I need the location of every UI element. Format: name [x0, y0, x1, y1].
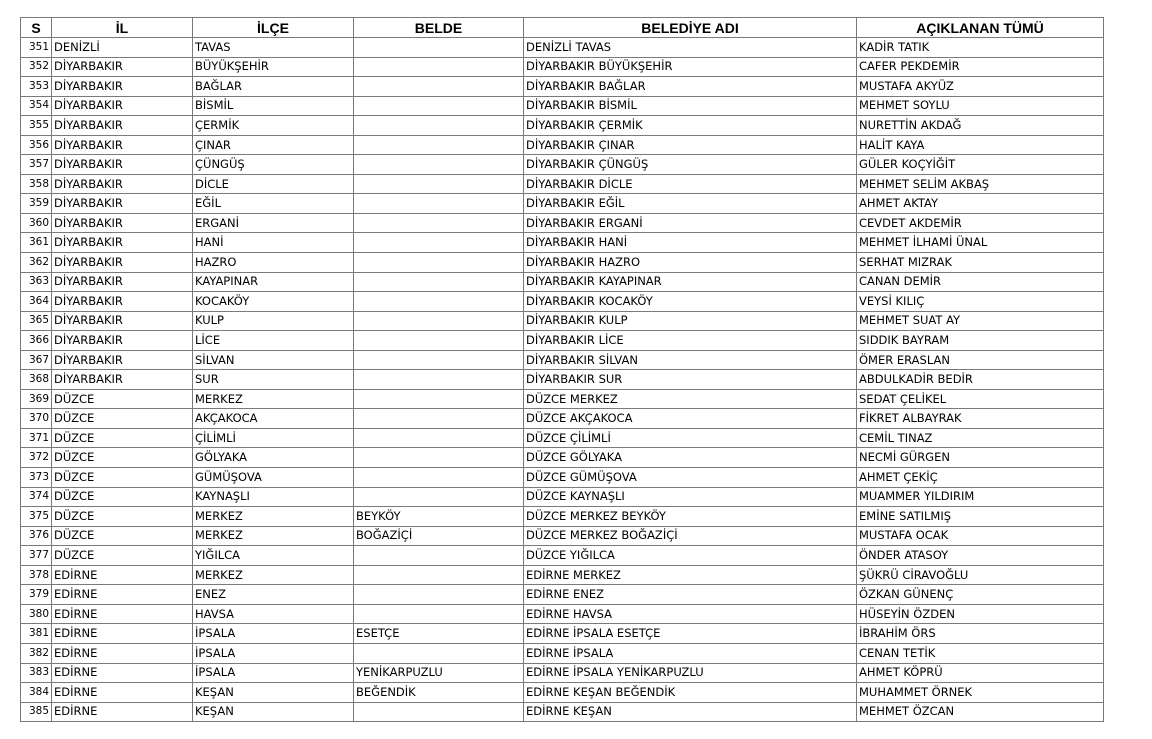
- cell-aday: SEDAT ÇELİKEL: [857, 389, 1104, 409]
- table-row: [21, 604, 1104, 624]
- table-row: [21, 331, 1104, 351]
- cell-sira: 358: [21, 174, 52, 194]
- cell-ilce: ÇERMİK: [193, 116, 354, 136]
- table-row: [21, 624, 1104, 644]
- cell-aday: FİKRET ALBAYRAK: [857, 409, 1104, 429]
- cell-belde: [354, 428, 524, 448]
- cell-sira: 359: [21, 194, 52, 214]
- table-row: [21, 233, 1104, 253]
- cell-belde: [354, 213, 524, 233]
- cell-aday: VEYSİ KILIÇ: [857, 292, 1104, 312]
- cell-ilce: MERKEZ: [193, 389, 354, 409]
- cell-ilce: İPSALA: [193, 663, 354, 683]
- table-row: [21, 468, 1104, 488]
- cell-ilce: BİSMİL: [193, 96, 354, 116]
- cell-sira: 372: [21, 448, 52, 468]
- cell-ilce: İPSALA: [193, 624, 354, 644]
- cell-aday: ÖZKAN GÜNENÇ: [857, 585, 1104, 605]
- cell-aday: MEHMET İLHAMİ ÜNAL: [857, 233, 1104, 253]
- table-row: [21, 272, 1104, 292]
- cell-belediye-adi: DÜZCE YIĞILCA: [524, 546, 857, 566]
- cell-aday: MEHMET ÖZCAN: [857, 702, 1104, 722]
- cell-belde: [354, 370, 524, 390]
- cell-sira: 382: [21, 643, 52, 663]
- table-header: [21, 18, 1104, 38]
- cell-belediye-adi: EDİRNE ENEZ: [524, 585, 857, 605]
- cell-aday: MUAMMER YILDIRIM: [857, 487, 1104, 507]
- cell-belediye-adi: DİYARBAKIR HAZRO: [524, 253, 857, 273]
- cell-il: EDİRNE: [52, 683, 193, 703]
- cell-belde: [354, 487, 524, 507]
- cell-sira: 373: [21, 468, 52, 488]
- column-header-s: S: [21, 18, 52, 38]
- cell-sira: 385: [21, 702, 52, 722]
- cell-il: EDİRNE: [52, 624, 193, 644]
- cell-aday: NURETTİN AKDAĞ: [857, 116, 1104, 136]
- cell-il: DİYARBAKIR: [52, 57, 193, 77]
- cell-il: DİYARBAKIR: [52, 311, 193, 331]
- cell-sira: 362: [21, 253, 52, 273]
- cell-il: DİYARBAKIR: [52, 272, 193, 292]
- cell-ilce: ÇÜNGÜŞ: [193, 155, 354, 175]
- cell-aday: SIDDIK BAYRAM: [857, 331, 1104, 351]
- cell-ilce: SUR: [193, 370, 354, 390]
- table-row: [21, 311, 1104, 331]
- cell-belediye-adi: DİYARBAKIR BİSMİL: [524, 96, 857, 116]
- cell-ilce: GÜMÜŞOVA: [193, 468, 354, 488]
- cell-belediye-adi: DİYARBAKIR HANİ: [524, 233, 857, 253]
- table-row: [21, 174, 1104, 194]
- cell-ilce: ENEZ: [193, 585, 354, 605]
- cell-ilce: HAVSA: [193, 604, 354, 624]
- cell-belde: [354, 77, 524, 97]
- cell-aday: ÖNDER ATASOY: [857, 546, 1104, 566]
- cell-il: DÜZCE: [52, 389, 193, 409]
- cell-ilce: AKÇAKOCA: [193, 409, 354, 429]
- cell-belediye-adi: EDİRNE İPSALA: [524, 643, 857, 663]
- cell-ilce: ÇINAR: [193, 135, 354, 155]
- cell-belde: [354, 311, 524, 331]
- table-row: [21, 213, 1104, 233]
- cell-ilce: GÖLYAKA: [193, 448, 354, 468]
- table-row: [21, 96, 1104, 116]
- cell-il: DİYARBAKIR: [52, 194, 193, 214]
- table-row: [21, 487, 1104, 507]
- cell-aday: KADİR TATIK: [857, 38, 1104, 58]
- cell-belediye-adi: DİYARBAKIR SİLVAN: [524, 350, 857, 370]
- cell-belde: [354, 194, 524, 214]
- table-row: [21, 38, 1104, 58]
- cell-sira: 365: [21, 311, 52, 331]
- cell-belediye-adi: EDİRNE HAVSA: [524, 604, 857, 624]
- cell-il: DİYARBAKIR: [52, 331, 193, 351]
- cell-belde: [354, 604, 524, 624]
- cell-il: DİYARBAKIR: [52, 116, 193, 136]
- cell-il: EDİRNE: [52, 565, 193, 585]
- table-row: [21, 448, 1104, 468]
- cell-aday: CANAN DEMİR: [857, 272, 1104, 292]
- cell-belediye-adi: DÜZCE KAYNAŞLI: [524, 487, 857, 507]
- table-row: [21, 507, 1104, 527]
- cell-sira: 367: [21, 350, 52, 370]
- cell-belde: [354, 468, 524, 488]
- cell-sira: 368: [21, 370, 52, 390]
- cell-belediye-adi: EDİRNE MERKEZ: [524, 565, 857, 585]
- cell-il: DİYARBAKIR: [52, 233, 193, 253]
- column-header-belediye-adi: BELEDİYE ADI: [524, 18, 857, 38]
- cell-sira: 381: [21, 624, 52, 644]
- cell-sira: 369: [21, 389, 52, 409]
- table-row: [21, 350, 1104, 370]
- cell-aday: MEHMET SELİM AKBAŞ: [857, 174, 1104, 194]
- cell-aday: NECMİ GÜRGEN: [857, 448, 1104, 468]
- column-header-ilce: İLÇE: [193, 18, 354, 38]
- cell-belde: [354, 174, 524, 194]
- table-row: [21, 116, 1104, 136]
- cell-il: DÜZCE: [52, 448, 193, 468]
- cell-belediye-adi: DİYARBAKIR BAĞLAR: [524, 77, 857, 97]
- cell-belde: [354, 116, 524, 136]
- cell-sira: 384: [21, 683, 52, 703]
- table-row: [21, 370, 1104, 390]
- cell-sira: 375: [21, 507, 52, 527]
- column-header-aciklanan-tumu: AÇIKLANAN TÜMÜ: [857, 18, 1104, 38]
- table-row: [21, 702, 1104, 722]
- cell-il: DÜZCE: [52, 487, 193, 507]
- cell-sira: 364: [21, 292, 52, 312]
- table-row: [21, 643, 1104, 663]
- cell-sira: 356: [21, 135, 52, 155]
- cell-il: DİYARBAKIR: [52, 253, 193, 273]
- cell-ilce: YIĞILCA: [193, 546, 354, 566]
- table-row: [21, 663, 1104, 683]
- cell-belediye-adi: DİYARBAKIR KOCAKÖY: [524, 292, 857, 312]
- cell-ilce: SİLVAN: [193, 350, 354, 370]
- cell-belediye-adi: DİYARBAKIR SUR: [524, 370, 857, 390]
- cell-ilce: KEŞAN: [193, 702, 354, 722]
- column-header-belde: BELDE: [354, 18, 524, 38]
- cell-belde: [354, 57, 524, 77]
- cell-il: DİYARBAKIR: [52, 370, 193, 390]
- cell-aday: MUHAMMET ÖRNEK: [857, 683, 1104, 703]
- table-row: [21, 683, 1104, 703]
- cell-aday: CAFER PEKDEMİR: [857, 57, 1104, 77]
- table-row: [21, 77, 1104, 97]
- table-row: [21, 292, 1104, 312]
- cell-ilce: KULP: [193, 311, 354, 331]
- table-row: [21, 409, 1104, 429]
- cell-ilce: ÇİLİMLİ: [193, 428, 354, 448]
- cell-belde: [354, 546, 524, 566]
- cell-sira: 374: [21, 487, 52, 507]
- cell-belediye-adi: DİYARBAKIR ERGANİ: [524, 213, 857, 233]
- cell-sira: 379: [21, 585, 52, 605]
- candidate-table: [20, 17, 1104, 722]
- cell-ilce: BAĞLAR: [193, 77, 354, 97]
- cell-belde: [354, 292, 524, 312]
- cell-il: DİYARBAKIR: [52, 155, 193, 175]
- cell-belediye-adi: DÜZCE MERKEZ BEYKÖY: [524, 507, 857, 527]
- table-row: [21, 194, 1104, 214]
- cell-belde: [354, 643, 524, 663]
- cell-belde: [354, 331, 524, 351]
- table-row: [21, 585, 1104, 605]
- cell-il: DENİZLİ: [52, 38, 193, 58]
- cell-aday: MEHMET SUAT AY: [857, 311, 1104, 331]
- cell-sira: 371: [21, 428, 52, 448]
- cell-il: DÜZCE: [52, 468, 193, 488]
- cell-sira: 377: [21, 546, 52, 566]
- cell-ilce: MERKEZ: [193, 526, 354, 546]
- cell-aday: SERHAT MIZRAK: [857, 253, 1104, 273]
- cell-ilce: KAYAPINAR: [193, 272, 354, 292]
- cell-ilce: MERKEZ: [193, 565, 354, 585]
- cell-belediye-adi: DİYARBAKIR LİCE: [524, 331, 857, 351]
- cell-sira: 352: [21, 57, 52, 77]
- cell-belde: BEĞENDİK: [354, 683, 524, 703]
- cell-belediye-adi: DÜZCE MERKEZ: [524, 389, 857, 409]
- cell-belediye-adi: EDİRNE KEŞAN BEĞENDİK: [524, 683, 857, 703]
- cell-belediye-adi: EDİRNE İPSALA YENİKARPUZLU: [524, 663, 857, 683]
- cell-belediye-adi: DÜZCE ÇİLİMLİ: [524, 428, 857, 448]
- cell-il: EDİRNE: [52, 585, 193, 605]
- cell-belde: [354, 272, 524, 292]
- cell-belde: [354, 253, 524, 273]
- cell-aday: MUSTAFA AKYÜZ: [857, 77, 1104, 97]
- cell-sira: 363: [21, 272, 52, 292]
- table-row: [21, 546, 1104, 566]
- cell-sira: 355: [21, 116, 52, 136]
- cell-belediye-adi: DİYARBAKIR KULP: [524, 311, 857, 331]
- cell-sira: 353: [21, 77, 52, 97]
- cell-ilce: EĞİL: [193, 194, 354, 214]
- cell-aday: AHMET KÖPRÜ: [857, 663, 1104, 683]
- cell-aday: İBRAHİM ÖRS: [857, 624, 1104, 644]
- cell-belde: [354, 155, 524, 175]
- cell-belde: BOĞAZİÇİ: [354, 526, 524, 546]
- cell-belediye-adi: DİYARBAKIR ÇERMİK: [524, 116, 857, 136]
- cell-belde: [354, 565, 524, 585]
- cell-aday: MUSTAFA OCAK: [857, 526, 1104, 546]
- cell-il: DÜZCE: [52, 546, 193, 566]
- table-row: [21, 389, 1104, 409]
- cell-sira: 370: [21, 409, 52, 429]
- cell-sira: 361: [21, 233, 52, 253]
- table-row: [21, 253, 1104, 273]
- cell-il: EDİRNE: [52, 643, 193, 663]
- cell-ilce: KEŞAN: [193, 683, 354, 703]
- cell-belde: ESETÇE: [354, 624, 524, 644]
- cell-belediye-adi: DİYARBAKIR KAYAPINAR: [524, 272, 857, 292]
- cell-belediye-adi: DÜZCE GÖLYAKA: [524, 448, 857, 468]
- cell-sira: 380: [21, 604, 52, 624]
- cell-il: DÜZCE: [52, 526, 193, 546]
- header-row: [21, 18, 1104, 38]
- cell-belediye-adi: EDİRNE KEŞAN: [524, 702, 857, 722]
- cell-belediye-adi: DİYARBAKIR BÜYÜKŞEHİR: [524, 57, 857, 77]
- cell-belde: [354, 350, 524, 370]
- cell-ilce: TAVAS: [193, 38, 354, 58]
- cell-il: EDİRNE: [52, 702, 193, 722]
- cell-sira: 378: [21, 565, 52, 585]
- cell-belde: [354, 233, 524, 253]
- cell-belde: [354, 585, 524, 605]
- cell-ilce: ERGANİ: [193, 213, 354, 233]
- cell-belediye-adi: DÜZCE MERKEZ BOĞAZİÇİ: [524, 526, 857, 546]
- cell-il: EDİRNE: [52, 604, 193, 624]
- cell-aday: MEHMET SOYLU: [857, 96, 1104, 116]
- cell-belde: YENİKARPUZLU: [354, 663, 524, 683]
- cell-aday: CENAN TETİK: [857, 643, 1104, 663]
- cell-aday: ÖMER ERASLAN: [857, 350, 1104, 370]
- cell-sira: 351: [21, 38, 52, 58]
- cell-aday: EMİNE SATILMIŞ: [857, 507, 1104, 527]
- cell-ilce: BÜYÜKŞEHİR: [193, 57, 354, 77]
- cell-belde: [354, 702, 524, 722]
- column-header-il: İL: [52, 18, 193, 38]
- cell-il: EDİRNE: [52, 663, 193, 683]
- cell-belde: [354, 448, 524, 468]
- cell-sira: 357: [21, 155, 52, 175]
- cell-aday: ABDULKADİR BEDİR: [857, 370, 1104, 390]
- cell-il: DÜZCE: [52, 507, 193, 527]
- cell-ilce: KAYNAŞLI: [193, 487, 354, 507]
- cell-aday: ŞÜKRÜ CİRAVOĞLU: [857, 565, 1104, 585]
- cell-aday: CEVDET AKDEMİR: [857, 213, 1104, 233]
- cell-il: DÜZCE: [52, 409, 193, 429]
- cell-aday: AHMET AKTAY: [857, 194, 1104, 214]
- cell-aday: HALİT KAYA: [857, 135, 1104, 155]
- cell-il: DİYARBAKIR: [52, 135, 193, 155]
- cell-sira: 366: [21, 331, 52, 351]
- cell-ilce: HAZRO: [193, 253, 354, 273]
- cell-ilce: LİCE: [193, 331, 354, 351]
- cell-belde: [354, 96, 524, 116]
- cell-il: DİYARBAKIR: [52, 77, 193, 97]
- cell-ilce: MERKEZ: [193, 507, 354, 527]
- table-row: [21, 428, 1104, 448]
- cell-ilce: DİCLE: [193, 174, 354, 194]
- table-row: [21, 135, 1104, 155]
- cell-belediye-adi: DİYARBAKIR ÇÜNGÜŞ: [524, 155, 857, 175]
- cell-belediye-adi: DİYARBAKIR ÇINAR: [524, 135, 857, 155]
- cell-il: DÜZCE: [52, 428, 193, 448]
- cell-sira: 360: [21, 213, 52, 233]
- cell-belediye-adi: EDİRNE İPSALA ESETÇE: [524, 624, 857, 644]
- cell-sira: 376: [21, 526, 52, 546]
- cell-ilce: İPSALA: [193, 643, 354, 663]
- cell-belde: BEYKÖY: [354, 507, 524, 527]
- cell-il: DİYARBAKIR: [52, 350, 193, 370]
- cell-il: DİYARBAKIR: [52, 292, 193, 312]
- cell-belde: [354, 389, 524, 409]
- cell-belde: [354, 409, 524, 429]
- cell-ilce: KOCAKÖY: [193, 292, 354, 312]
- cell-ilce: HANİ: [193, 233, 354, 253]
- cell-aday: GÜLER KOÇYİĞİT: [857, 155, 1104, 175]
- cell-il: DİYARBAKIR: [52, 213, 193, 233]
- cell-sira: 354: [21, 96, 52, 116]
- cell-aday: AHMET ÇEKİÇ: [857, 468, 1104, 488]
- cell-belediye-adi: DÜZCE GÜMÜŞOVA: [524, 468, 857, 488]
- cell-aday: CEMİL TINAZ: [857, 428, 1104, 448]
- cell-belde: [354, 135, 524, 155]
- cell-aday: HÜSEYİN ÖZDEN: [857, 604, 1104, 624]
- cell-belde: [354, 38, 524, 58]
- table-row: [21, 155, 1104, 175]
- cell-belediye-adi: DÜZCE AKÇAKOCA: [524, 409, 857, 429]
- cell-belediye-adi: DİYARBAKIR EĞİL: [524, 194, 857, 214]
- cell-il: DİYARBAKIR: [52, 174, 193, 194]
- cell-il: DİYARBAKIR: [52, 96, 193, 116]
- table-row: [21, 57, 1104, 77]
- cell-belediye-adi: DİYARBAKIR DİCLE: [524, 174, 857, 194]
- table-row: [21, 565, 1104, 585]
- cell-belediye-adi: DENİZLİ TAVAS: [524, 38, 857, 58]
- cell-sira: 383: [21, 663, 52, 683]
- table-body: [21, 38, 1104, 722]
- table-row: [21, 526, 1104, 546]
